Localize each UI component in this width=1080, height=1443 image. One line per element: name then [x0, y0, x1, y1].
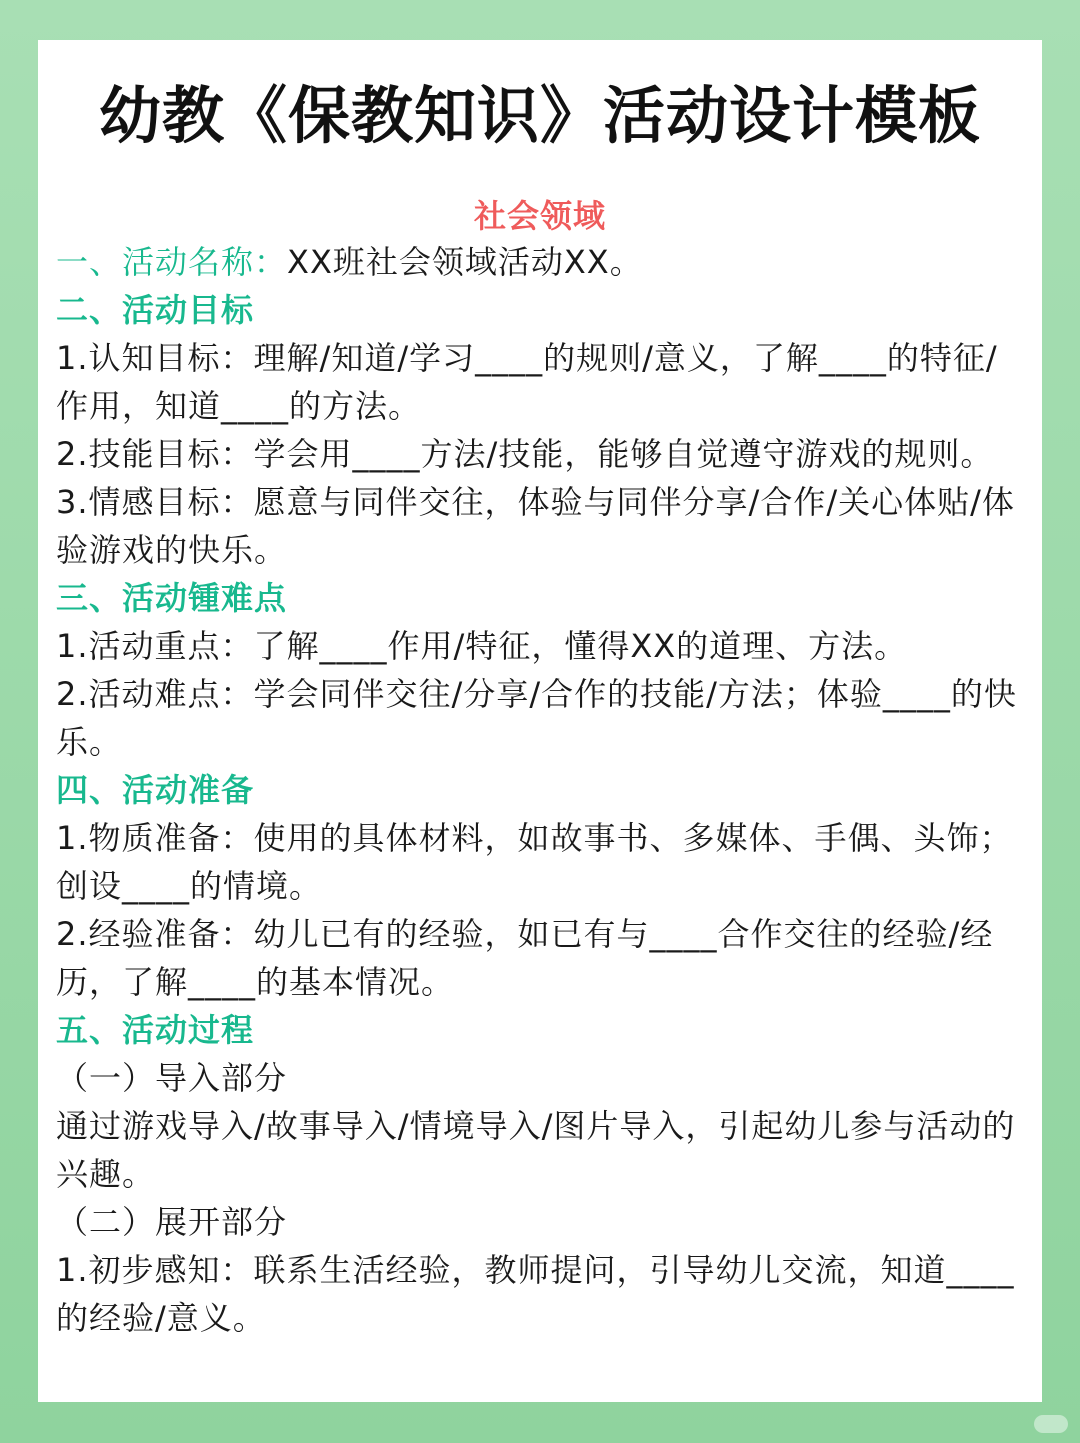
activity-difficulty: 2.活动难点：学会同伴交往/分享/合作的技能/方法；体验____的快乐。 — [56, 675, 1017, 761]
template-document-card — [38, 40, 1042, 1402]
introduction-section-heading: （一）导入部分 — [56, 1059, 288, 1097]
activity-preparation-heading: 四、活动准备 — [56, 771, 255, 809]
template-content — [56, 238, 1024, 1342]
activity-name-label: 一、活动名称： — [56, 243, 288, 281]
initial-perception-text: 1.初步感知：联系生活经验，教师提问，引导幼儿交流，知道____的经验/意义。 — [56, 1251, 1015, 1337]
activity-name-line — [56, 238, 1024, 286]
skill-goal: 2.技能目标：学会用____方法/技能，能够自觉遵守游戏的规则。 — [56, 435, 994, 473]
cognitive-goal: 1.认知目标：理解/知道/学习____的规则/意义，了解____的特征/作用，知道____的方法。 — [56, 339, 998, 425]
development-section-heading: （二）展开部分 — [56, 1203, 288, 1241]
material-preparation: 1.物质准备：使用的具体材料，如故事书、多媒体、手偶、头饰；创设____的情境。 — [56, 819, 1013, 905]
corner-watermark — [1034, 1415, 1068, 1433]
activity-focus: 1.活动重点：了解____作用/特征，懂得XX的道理、方法。 — [56, 627, 908, 665]
document-title: 幼教《保教知识》活动设计模板 — [98, 79, 981, 152]
activity-goals-heading: 二、活动目标 — [56, 291, 255, 329]
experience-preparation: 2.经验准备：幼儿已有的经验，如已有与____合作交往的经验/经历，了解____的基本情况。 — [56, 915, 994, 1001]
activity-process-heading: 五、活动过程 — [56, 1011, 255, 1049]
activity-name-value: XX班社会领域活动XX。 — [287, 243, 643, 281]
emotional-goal: 3.情感目标：愿意与同伴交往，体验与同伴分享/合作/关心体贴/体验游戏的快乐。 — [56, 483, 1015, 569]
key-difficult-points-heading: 三、活动锺难点 — [56, 579, 288, 617]
domain-label: 社会领域 — [473, 197, 606, 235]
introduction-section-text: 通过游戏导入/故事导入/情境导入/图片导入，引起幼儿参与活动的兴趣。 — [56, 1107, 1016, 1193]
